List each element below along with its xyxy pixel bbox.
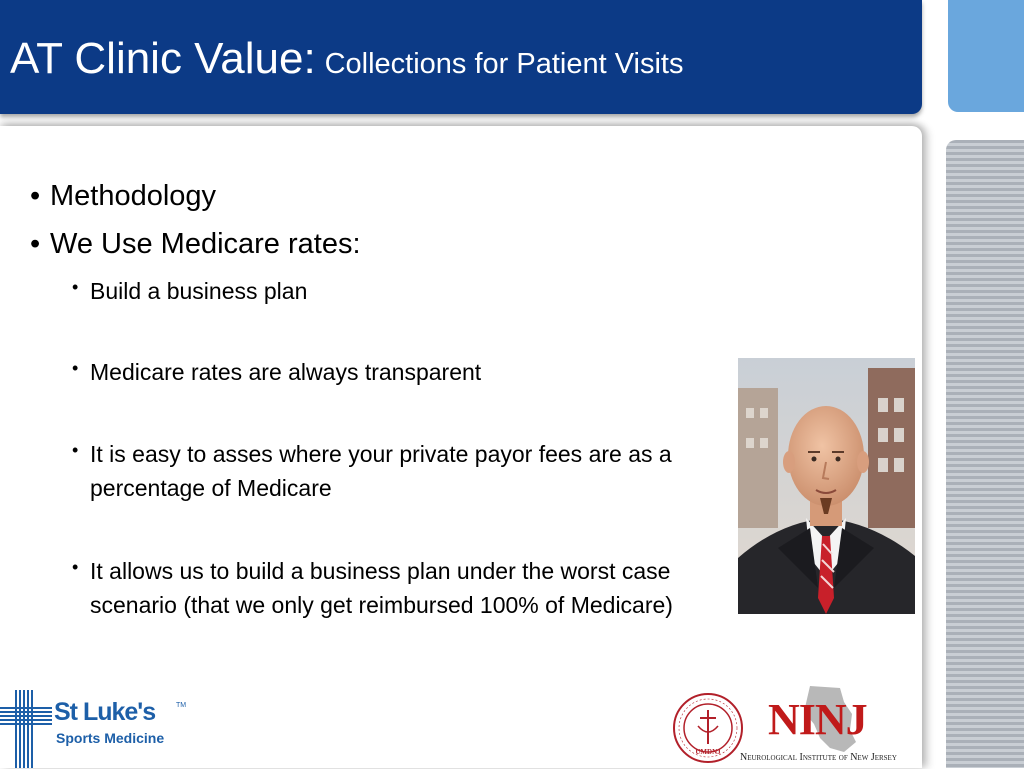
side-tab-decoration: [948, 0, 1024, 112]
st-lukes-logo: [0, 690, 190, 768]
sub-bullet-transparent: • Medicare rates are always transparent: [72, 355, 710, 389]
bullet-medicare-rates: • We Use Medicare rates:: [30, 228, 361, 261]
title-main: AT Clinic Value:: [10, 34, 316, 83]
st-lukes-cross-icon: [0, 690, 52, 768]
sub-bullet-worst-case: • It allows us to build a business plan under the worst case scenario (that we only get reimbursed 100% of Medicare): [72, 554, 710, 622]
side-strip-decoration: [946, 140, 1024, 768]
ninj-logo: [740, 684, 924, 768]
trademark-mark: TM: [176, 702, 187, 709]
ninj-wordmark: NINJ: [768, 695, 867, 744]
title-subtitle: Collections for Patient Visits: [324, 48, 684, 80]
slide-title: [10, 34, 683, 84]
ninj-caption: Neurological Institute of New Jersey: [740, 752, 897, 763]
svg-text:UMDNJ: UMDNJ: [695, 748, 721, 756]
bullet-methodology: • Methodology: [30, 180, 216, 213]
sub-bullet-private-payor: • It is easy to asses where your private payor fees are as a percentage of Medicare: [72, 437, 710, 505]
sub-bullet-business-plan: • Build a business plan: [72, 274, 710, 308]
st-lukes-subtitle: Sports Medicine: [56, 730, 165, 746]
st-lukes-name: St Luke's: [54, 698, 156, 726]
title-bar: [0, 0, 922, 114]
umdnj-seal-logo: [672, 692, 744, 764]
portrait-photo: [738, 358, 915, 614]
